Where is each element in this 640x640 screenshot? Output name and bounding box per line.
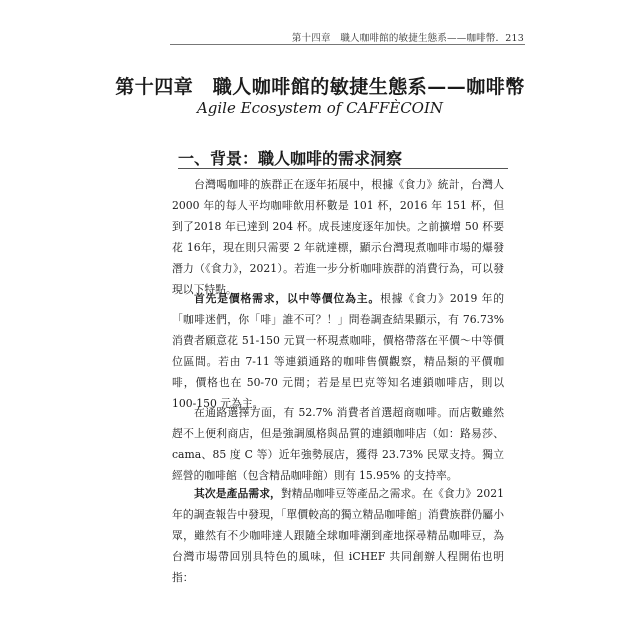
paragraph-lead: 其次是產品需求， bbox=[194, 487, 281, 500]
paragraph-text: 對精品咖啡豆等產品之需求。在《食力》2021年的調查報告中發現，「單價較高的獨立精品咖啡館」消費族群仍屬小眾，雖然有不少咖啡達人跟隨全球咖啡潮到產地探尋精品咖啡豆，為台灣市場帶回別具特色的風味，但 iCHEF 共同創辦人程開佑也明指： bbox=[172, 487, 505, 584]
section-heading: 一、背景：職人咖啡的需求洞察 bbox=[178, 149, 403, 168]
paragraph-lead: 首先是價格需求，以中等價位為主。 bbox=[194, 292, 381, 305]
paragraph-text: 在通路選擇方面，有 52.7% 消費者首選超商咖啡。而店數雖然趕不上便利商店，但是強調風格與品質的連鎖咖啡店（如：路易莎、cama、85 度 C 等）近年強勢展店，獲得 23.73% 民眾支持。獨立經營的咖啡館（包含精品咖啡館）則有 15.95% 的支持率。 bbox=[172, 406, 504, 482]
paragraph-price-demand bbox=[172, 289, 504, 414]
paragraph-text: 根據《食力》2019 年的「咖啡迷們，你「啡」誰不可？！」問卷調查結果顯示，有 76.73% 消費者願意花 51-150 元買一杯現煮咖啡，價格帶落在平價～中等價位區間。若由 7-11 等連鎖通路的咖啡售價觀察，精品類的平價咖啡，價格也在 50-70 元間；若是星巴克等知名連鎖咖啡店，則以 100-150 元為主。 bbox=[172, 292, 504, 410]
chapter-subtitle: Agile Ecosystem of CAFFÈCOIN bbox=[196, 99, 444, 117]
running-header: 第十四章 職人咖啡館的敏捷生態系——咖啡幣．213 bbox=[291, 33, 524, 44]
paragraph-product-demand bbox=[172, 484, 504, 589]
header-rule bbox=[170, 44, 525, 45]
paragraph-consumption-growth bbox=[172, 175, 504, 300]
paragraph-text: 台灣喝咖啡的族群正在逐年拓展中，根據《食力》統計，台灣人2000 年的每人平均咖啡飲用杯數是 101 杯，2016 年 151 杯，但到了2018 年已達到 204 杯。成長速度逐年加快。之前擴增 50 杯要花 16年，現在則只需要 2 年就達標，顯示台灣現煮咖啡市場的爆發潛力（《食力》，2021）。若進一步分析咖啡族群的消費行為，可以發現以下特點。 bbox=[172, 178, 504, 296]
section-rule bbox=[178, 168, 508, 169]
paragraph-channel-choice bbox=[172, 403, 504, 487]
chapter-title: 第十四章 職人咖啡館的敏捷生態系——咖啡幣 bbox=[115, 76, 525, 98]
